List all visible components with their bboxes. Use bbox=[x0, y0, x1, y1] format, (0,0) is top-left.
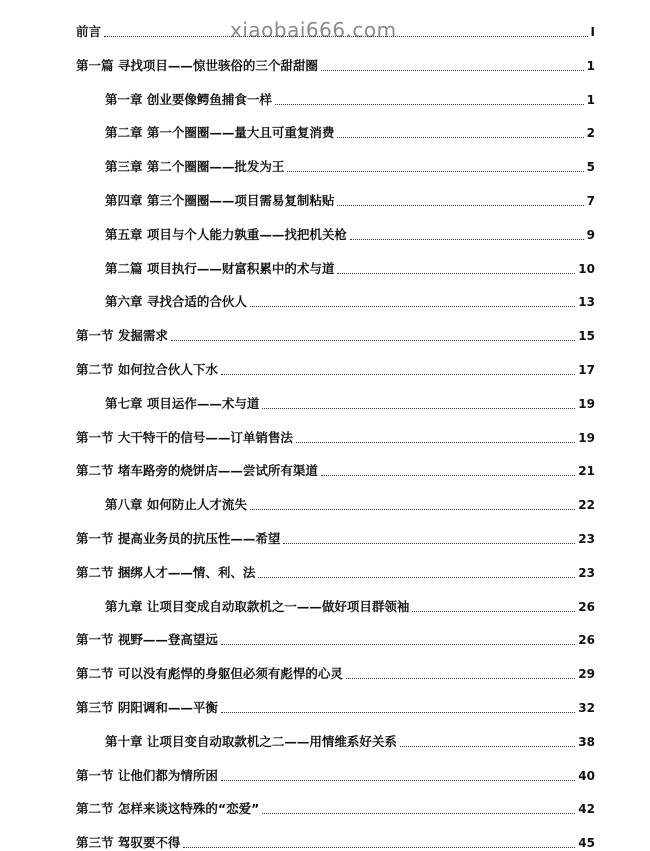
toc-entry-title: 第二章 第一个圈圈——量大且可重复消费 bbox=[105, 125, 335, 141]
toc-entry[interactable] bbox=[76, 561, 595, 581]
toc-entry-title: 第二节 如何拉合伙人下水 bbox=[76, 362, 218, 377]
toc-dot-leader bbox=[183, 846, 575, 848]
toc-entry-page-number: 13 bbox=[578, 295, 595, 310]
toc-entry[interactable] bbox=[76, 797, 595, 817]
toc-entry-page-number: 42 bbox=[578, 802, 595, 817]
toc-entry[interactable] bbox=[105, 595, 595, 615]
toc-entry-page-number: 38 bbox=[578, 734, 595, 749]
toc-dot-leader bbox=[346, 677, 575, 679]
toc-entry-title: 第一章 创业要像鳄鱼捕食一样 bbox=[105, 91, 272, 107]
toc-entry-title: 第九章 让项目变成自动取款机之一——做好项目群领袖 bbox=[105, 598, 410, 614]
toc-dot-leader bbox=[400, 745, 575, 747]
toc-dot-leader bbox=[221, 373, 575, 375]
toc-entry-page-number: 19 bbox=[578, 396, 595, 411]
toc-entry[interactable] bbox=[76, 20, 595, 40]
toc-entry-title: 第一节 大干特干的信号——订单销售法 bbox=[76, 429, 293, 445]
toc-dot-leader bbox=[321, 474, 575, 476]
toc-entry[interactable] bbox=[76, 54, 595, 74]
toc-entry-title: 第一节 让他们都为情所困 bbox=[76, 767, 218, 783]
toc-entry[interactable] bbox=[105, 155, 595, 175]
toc-entry-page-number: 26 bbox=[578, 599, 595, 614]
toc-entry[interactable] bbox=[105, 121, 595, 141]
toc-dot-leader bbox=[250, 508, 575, 510]
toc-entry-page-number: 23 bbox=[578, 565, 595, 580]
toc-entry[interactable] bbox=[76, 662, 595, 682]
toc-dot-leader bbox=[104, 35, 588, 37]
toc-dot-leader bbox=[258, 576, 575, 578]
toc-entry[interactable] bbox=[105, 223, 595, 243]
toc-entry-page-number: 10 bbox=[578, 261, 595, 276]
toc-entry[interactable] bbox=[105, 493, 595, 513]
toc-entry-title: 第三节 阴阳调和——平衡 bbox=[76, 700, 218, 715]
toc-entry-page-number: 29 bbox=[578, 667, 595, 682]
toc-dot-leader bbox=[262, 812, 575, 814]
toc-entry-title: 第一节 视野——登高望远 bbox=[76, 632, 218, 648]
toc-entry-title: 第二节 捆绑人才——情、利、法 bbox=[76, 564, 256, 580]
toc-entry-page-number: 17 bbox=[578, 363, 595, 377]
watermark-text: xiaobai666.com bbox=[230, 18, 397, 42]
toc-entry-page-number: 21 bbox=[578, 464, 595, 479]
toc-dot-leader bbox=[337, 136, 583, 138]
toc-entry[interactable] bbox=[76, 459, 595, 479]
toc-entry-page-number: 32 bbox=[578, 701, 595, 715]
toc-entry[interactable] bbox=[76, 764, 595, 784]
toc-entry-page-number: 45 bbox=[578, 836, 595, 851]
toc-entry[interactable] bbox=[105, 392, 595, 412]
toc-entry-page-number: I bbox=[590, 25, 595, 39]
toc-entry[interactable] bbox=[76, 628, 595, 648]
toc-dot-leader bbox=[350, 238, 584, 240]
toc-entry-page-number: 23 bbox=[578, 532, 595, 546]
toc-entry-title: 第一节 提高业务员的抗压性——希望 bbox=[76, 531, 281, 546]
toc-entry-page-number: 22 bbox=[578, 498, 595, 513]
toc-entry[interactable] bbox=[76, 527, 595, 547]
toc-entry-title: 第一节 发掘需求 bbox=[76, 328, 168, 344]
toc-entry[interactable] bbox=[105, 88, 595, 108]
toc-entry-page-number: 1 bbox=[586, 58, 595, 73]
toc-entry-title: 第三节 驾驭要不得 bbox=[76, 835, 181, 851]
toc-entry-page-number: 1 bbox=[586, 92, 595, 107]
toc-dot-leader bbox=[283, 542, 575, 544]
toc-dot-leader bbox=[287, 170, 583, 172]
toc-entry-title: 第八章 如何防止人才流失 bbox=[105, 497, 247, 513]
toc-dot-leader bbox=[221, 779, 575, 781]
toc-entry[interactable] bbox=[105, 290, 595, 310]
toc-entry-title: 第一篇 寻找项目——惊世骇俗的三个甜甜圈 bbox=[76, 57, 318, 73]
toc-entry[interactable] bbox=[105, 189, 595, 209]
toc-entry-title: 前言 bbox=[76, 24, 102, 39]
toc-entry-title: 第六章 寻找合适的合伙人 bbox=[105, 294, 247, 310]
toc-entry-title: 第十章 让项目变自动取款机之二——用情维系好关系 bbox=[105, 733, 397, 749]
toc-entry-title: 第二篇 项目执行——财富积累中的术与道 bbox=[105, 260, 335, 276]
toc-entry[interactable] bbox=[76, 324, 595, 344]
toc-dot-leader bbox=[296, 441, 575, 443]
toc-dot-leader bbox=[337, 272, 575, 274]
toc-entry-page-number: 7 bbox=[586, 194, 595, 208]
toc-dot-leader bbox=[337, 204, 583, 206]
toc-entry[interactable] bbox=[76, 358, 595, 378]
toc-dot-leader bbox=[275, 103, 584, 105]
toc-entry-title: 第四章 第三个圈圈——项目需易复制粘贴 bbox=[105, 193, 335, 208]
toc-dot-leader bbox=[221, 643, 575, 645]
toc-entry[interactable] bbox=[76, 426, 595, 446]
toc-entry[interactable] bbox=[76, 831, 595, 851]
toc-entry-page-number: 15 bbox=[578, 329, 595, 344]
toc-entry-title: 第二节 堵车路旁的烧饼店——尝试所有渠道 bbox=[76, 463, 318, 479]
toc-dot-leader bbox=[171, 339, 575, 341]
toc-entry-title: 第三章 第二个圈圈——批发为王 bbox=[105, 159, 285, 175]
toc-entry[interactable] bbox=[76, 696, 595, 716]
toc-dot-leader bbox=[262, 407, 575, 409]
toc-entry-page-number: 19 bbox=[578, 430, 595, 445]
toc-entry[interactable] bbox=[105, 257, 595, 277]
toc-entry-title: 第五章 项目与个人能力孰重——找把机关枪 bbox=[105, 226, 347, 242]
toc-dot-leader bbox=[250, 305, 575, 307]
toc-entry-page-number: 9 bbox=[586, 227, 595, 242]
toc-dot-leader bbox=[221, 711, 575, 713]
toc-entry[interactable] bbox=[105, 730, 595, 750]
toc-entry-page-number: 5 bbox=[586, 160, 595, 175]
toc-entry-page-number: 40 bbox=[578, 768, 595, 783]
toc-entry-page-number: 26 bbox=[578, 633, 595, 648]
toc-entry-title: 第二节 怎样来谈这特殊的“恋爱” bbox=[76, 801, 260, 817]
toc-entry-page-number: 2 bbox=[586, 126, 595, 141]
toc-dot-leader bbox=[321, 69, 584, 71]
toc-dot-leader bbox=[412, 610, 575, 612]
toc-entry-title: 第二节 可以没有彪悍的身躯但必须有彪悍的心灵 bbox=[76, 666, 343, 682]
toc-entry-title: 第七章 项目运作——术与道 bbox=[105, 395, 260, 411]
